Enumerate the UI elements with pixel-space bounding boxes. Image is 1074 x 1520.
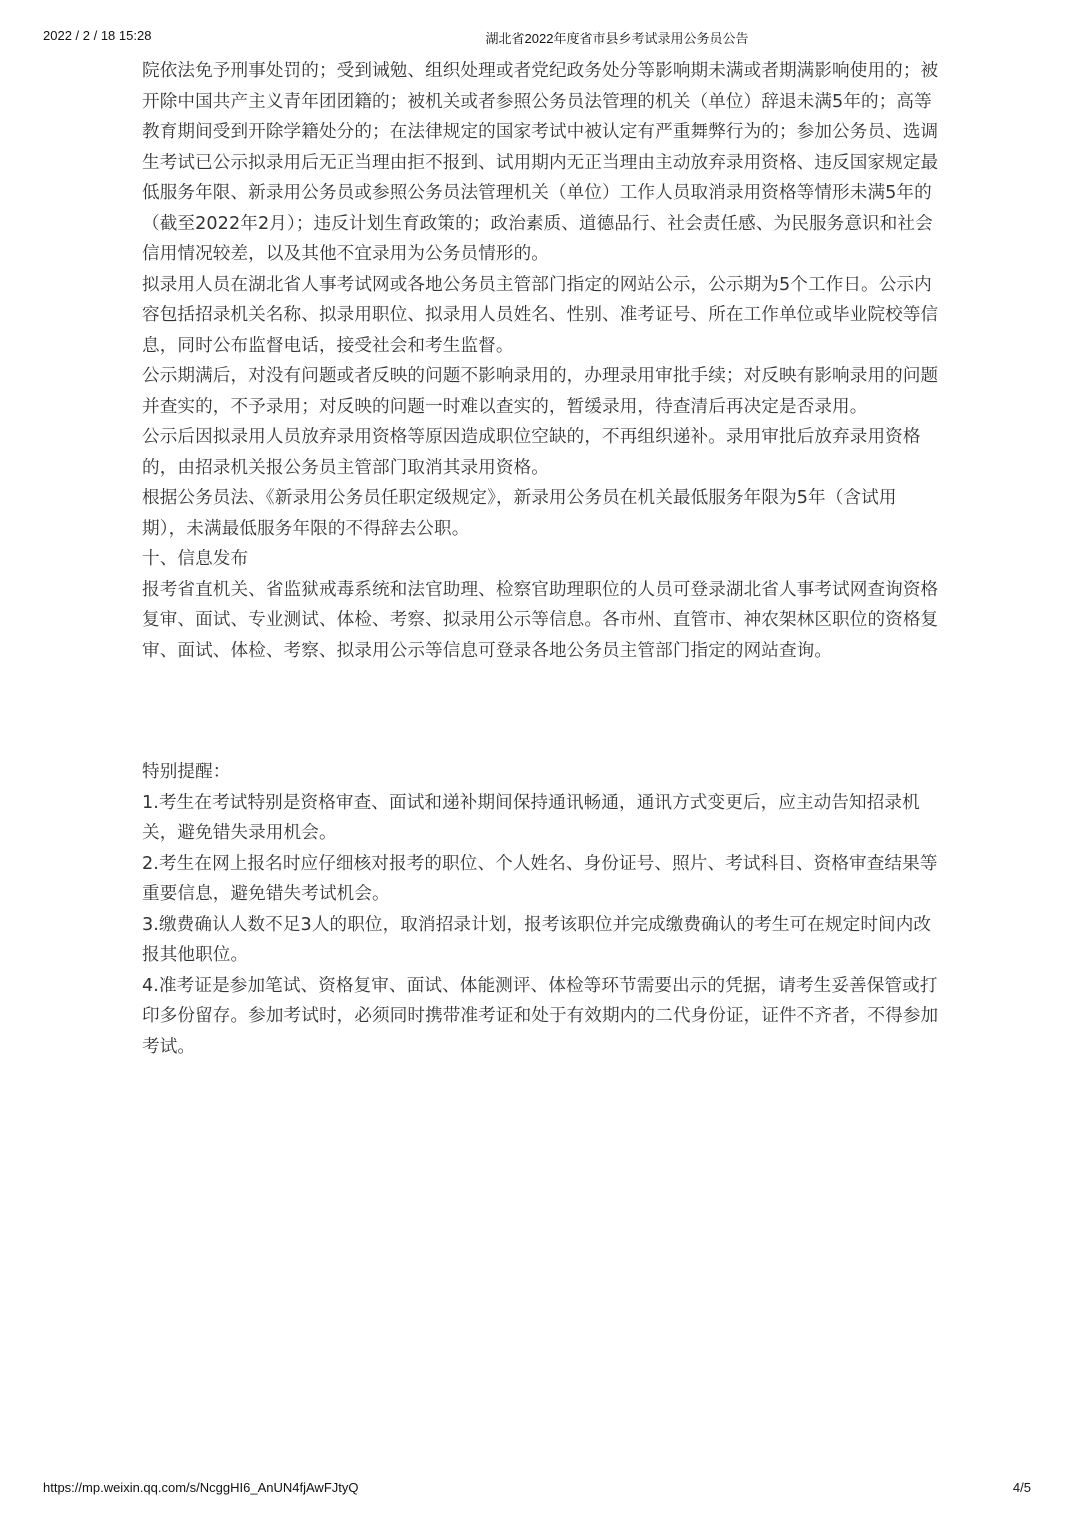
reminder-item: 4.准考证是参加笔试、资格复审、面试、体能测评、体检等环节需要出示的凭据，请考生妥善保管或打印多份留存。参加考试时，必须同时携带准考证和处于有效期内的二代身份证，证件不齐者，不得参加考试。	[142, 975, 939, 1057]
source-url: https://mp.weixin.qq.com/s/NcggHI6_AnUN4fjAwFJtyQ	[43, 1480, 359, 1495]
reminder-item: 2.考生在网上报名时应仔细核对报考的职位、个人姓名、身份证号、照片、考试科目、资格审查结果等重要信息，避免错失考试机会。	[142, 853, 938, 904]
paragraph-after-publicity: 公示期满后，对没有问题或者反映的问题不影响录用的，办理录用审批手续；对反映有影响录用的问题并查实的，不予录用；对反映的问题一时难以查实的，暂缓录用，待查清后再决定是否录用。	[142, 366, 939, 417]
document-title: 湖北省2022年度省市县乡考试录用公务员公告	[485, 31, 749, 46]
paragraph-publicity: 拟录用人员在湖北省人事考试网或各地公务员主管部门指定的网站公示，公示期为5个工作日。公示内容包括招录机关名称、拟录用职位、拟录用人员姓名、性别、准考证号、所在工作单位或毕业院校等信息，同时公布监督电话，接受社会和考生监督。	[142, 274, 939, 356]
print-footer	[43, 1480, 1031, 1500]
paragraph-service-term: 根据公务员法、《新录用公务员任职定级规定》，新录用公务员在机关最低服务年限为5年（含试用期），未满最低服务年限的不得辞去公职。	[142, 488, 897, 539]
paragraph-disqualifications: 院依法免予刑事处罚的；受到诫勉、组织处理或者党纪政务处分等影响期未满或者期满影响使用的；被开除中国共产主义青年团团籍的；被机关或者参照公务员法管理的机关（单位）辞退未满5年的；高等教育期间受到开除学籍处分的；在法律规定的国家考试中被认定有严重舞弊行为的；参加公务员、选调生考试已公示拟录用后无正当理由拒不报到、试用期内无正当理由主动放弃录用资格、违反国家规定最低服务年限、新录用公务员或参照公务员法管理机关（单位）工作人员取消录用资格等情形未满5年的（截至2022年2月）；违反计划生育政策的；政治素质、道德品行、社会责任感、为民服务意识和社会信用情况较差，以及其他不宜录用为公务员情形的。	[142, 61, 939, 264]
reminder-heading: 特别提醒：	[142, 762, 231, 782]
reminder-item: 3.缴费确认人数不足3人的职位，取消招录计划，报考该职位并完成缴费确认的考生可在规定时间内改报其他职位。	[142, 914, 932, 965]
print-header	[43, 28, 1031, 48]
reminder-item: 1.考生在考试特别是资格审查、面试和递补期间保持通讯畅通，通讯方式变更后，应主动告知招录机关，避免错失录用机会。	[142, 792, 920, 843]
page-number: 4/5	[1012, 1480, 1031, 1495]
paragraph-vacancy: 公示后因拟录用人员放弃录用资格等原因造成职位空缺的，不再组织递补。录用审批后放弃录用资格的，由招录机关报公务员主管部门取消其录用资格。	[142, 427, 921, 478]
article-body	[142, 56, 939, 1062]
section-heading-info-release: 十、信息发布	[142, 549, 249, 569]
spacer	[142, 666, 939, 757]
print-datetime: 2022 / 2 / 18 15:28	[43, 28, 152, 43]
paragraph-info-release: 报考省直机关、省监狱戒毒系统和法官助理、检察官助理职位的人员可登录湖北省人事考试网查询资格复审、面试、专业测试、体检、考察、拟录用公示等信息。各市州、直管市、神农架林区职位的资格复审、面试、体检、考察、拟录用公示等信息可登录各地公务员主管部门指定的网站查询。	[142, 579, 939, 661]
